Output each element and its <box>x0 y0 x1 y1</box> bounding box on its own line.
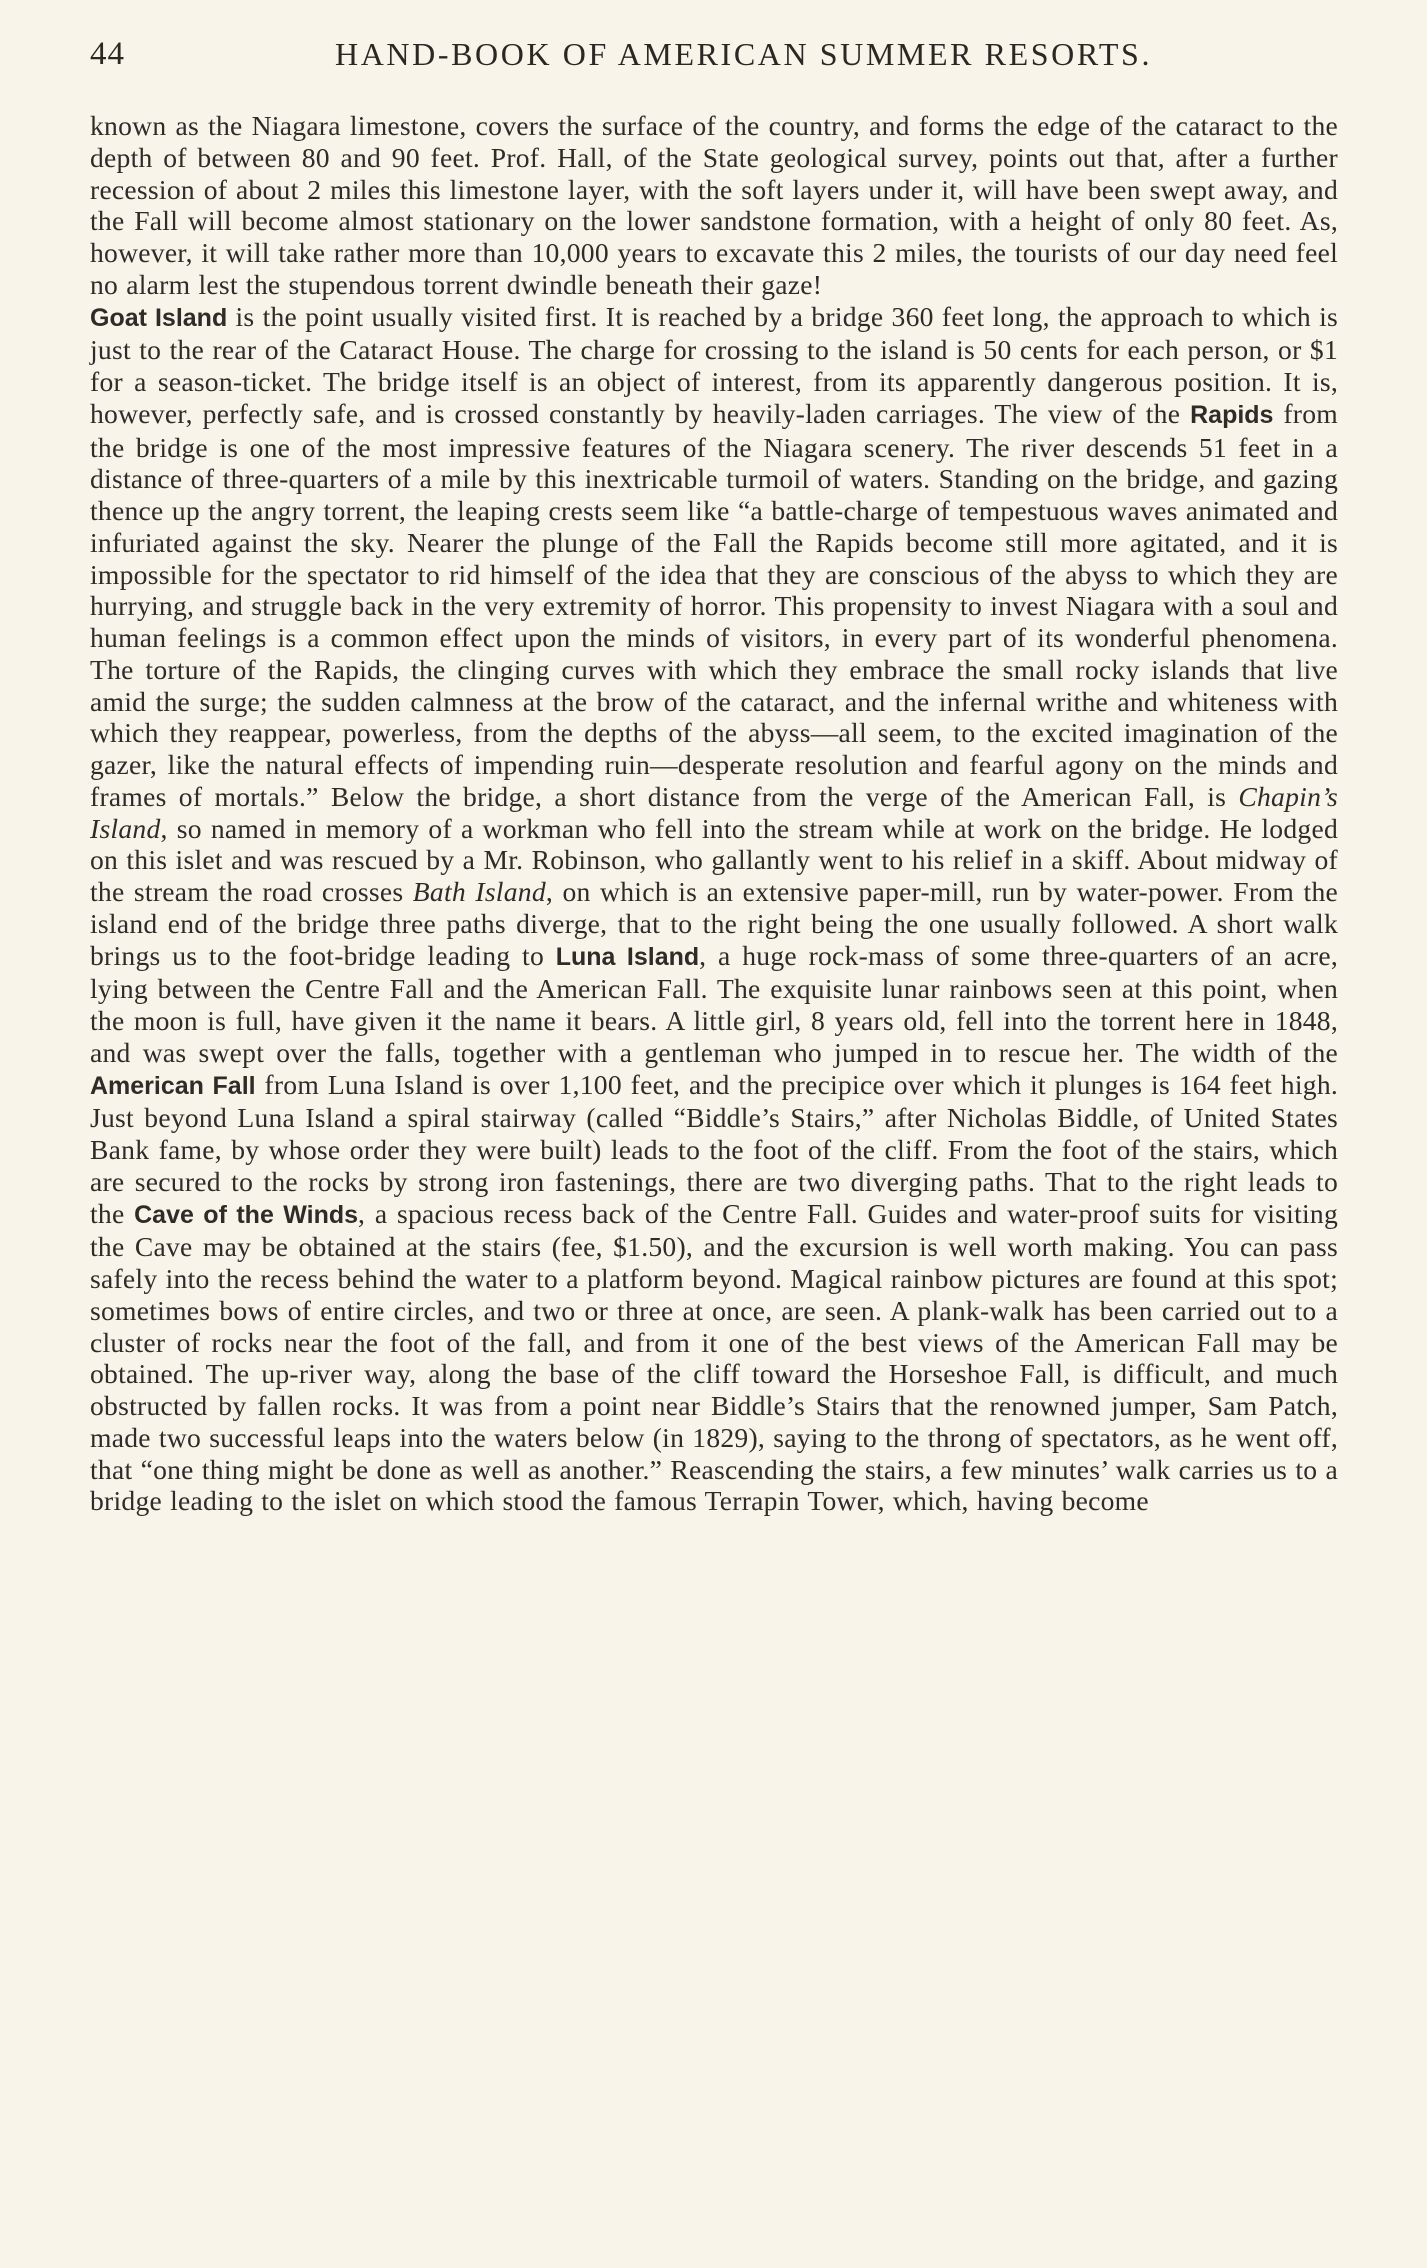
text-goat-island-g: , a spacious recess back of the Centre Fall. Guides and water-proof suits for visiting the Cave may be obtained at the stairs (fee, $1.50), and the excursion is well worth making. You can pass safely into the recess behind the water to a platform beyond. Magical rainbow pictures are found at this spot; sometimes bows of entire circles, and two or three at once, are seen. A plank-walk has been carried out to a cluster of rocks near the foot of the fall, and from it one of the best views of the American Fall may be obtained. The up-river way, along the base of the cliff toward the Horseshoe Fall, is difficult, and much obstructed by fallen rocks. It was from a point near Biddle’s Stairs that the renowned jumper, Sam Patch, made two successful leaps into the waters below (in 1829), saying to the throng of spectators, as he went off, that “one thing might be done as well as another.” Reascending the stairs, a few minutes’ walk carries us to a bridge leading to the islet on which stood the famous Terrapin Tower, which, having become <box>90 1197 1338 1517</box>
term-cave-of-the-winds: Cave of the Winds <box>134 1200 359 1229</box>
text-goat-island-e: , a huge rock-mass of some three-quarters of an acre, lying between the Centre Fall and the American Fall. The exquisite lunar rainbows seen at this point, when the moon is full, have given it the name it bears. A little girl, 8 years old, fell into the torrent here in 1848, and was swept over the falls, together with a gentleman who jumped in to rescue her. The width of the <box>90 939 1339 1068</box>
text-goat-island-b: from the bridge is one of the most impressive features of the Niagara scenery. The river descends 51 feet in a distance of three-quarters of a mile by this inextricable turmoil of waters. Standing on the bridge, and gazing thence up the angry torrent, the leaping crests seem like “a battle-charge of tempestuous waves animated and infuriated against the sky. Nearer the plunge of the Fall the Rapids become still more agitated, and it is impossible for the spectator to rid himself of the idea that they are conscious of the abyss to which they are hurrying, and struggle back in the very extremity of horror. This propensity to invest Niagara with a soul and human feelings is a common effect upon the minds of visitors, in every part of its wonderful phenomena. The torture of the Rapids, the clinging curves with which they embrace the small rocky islands that live amid the surge; the sudden calmness at the brow of the cataract, and the infernal writhe and whiteness with which they reappear, powerless, from the depths of the abyss—all seem, to the excited imagination of the gazer, like the natural effects of impending ruin—desperate resolution and fearful agony on the minds and frames of mortals.” Below the bridge, a short distance from the verge of the American Fall, is <box>90 397 1338 812</box>
place-chapins-island: Chapin’s Island <box>90 780 1338 844</box>
paragraph-goat-island <box>90 301 1338 1518</box>
page-header <box>90 36 1338 84</box>
text-goat-island-d: , on which is an extensive paper-mill, run by water-power. From the island end of the bridge three paths diverge, that to the right being the one usually followed. A short walk brings us to the foot-bridge leading to <box>90 876 1339 971</box>
text-goat-island-a: is the point usually visited first. It is reached by a bridge 360 feet long, the approach to which is just to the rear of the Cataract House. The charge for crossing to the island is 50 cents for each person, or $1 for a season-ticket. The bridge itself is an object of interest, from its apparently dangerous position. It is, however, perfectly safe, and is crossed constantly by heavily-laden carriages. The view of the <box>90 300 1338 429</box>
term-rapids: Rapids <box>1190 400 1274 429</box>
term-luna-island: Luna Island <box>555 942 700 971</box>
text-goat-island-f: from Luna Island is over 1,100 feet, and the precipice over which it plunges is 164 feet high. Just beyond Luna Island a spiral stairway (called “Biddle’s Stairs,” after Nicholas Biddle, of United States Bank fame, by whose order they were built) leads to the foot of the cliff. From the foot of the stairs, which are secured to the rocks by strong iron fastenings, there are two diverging paths. That to the right leads to the <box>90 1068 1339 1229</box>
term-american-fall: American Fall <box>90 1071 256 1100</box>
place-bath-island: Bath Island <box>412 876 546 907</box>
body-text <box>90 110 1338 1517</box>
term-goat-island: Goat Island <box>90 303 228 332</box>
paragraph-limestone: known as the Niagara limestone, covers the surface of the country, and forms the edge of the cataract to the depth of between 80 and 90 feet. Prof. Hall, of the State geological survey, points out that, after a further recession of about 2 miles this limestone layer, with the soft layers under it, will have been swept away, and the Fall will become almost stationary on the lower sandstone formation, with a height of only 80 feet. As, however, it will take rather more than 10,000 years to excavate this 2 miles, the tourists of our day need feel no alarm lest the stupendous torrent dwindle beneath their gaze! <box>90 110 1338 300</box>
page-number: 44 <box>90 36 125 72</box>
running-title: HAND-BOOK OF AMERICAN SUMMER RESORTS. <box>335 36 1153 72</box>
text-goat-island-c: , so named in memory of a workman who fell into the stream while at work on the bridge. He lodged on this islet and was rescued by a Mr. Robinson, who gallantly went to his relief in a skiff. About midway of the stream the road crosses <box>90 812 1338 907</box>
